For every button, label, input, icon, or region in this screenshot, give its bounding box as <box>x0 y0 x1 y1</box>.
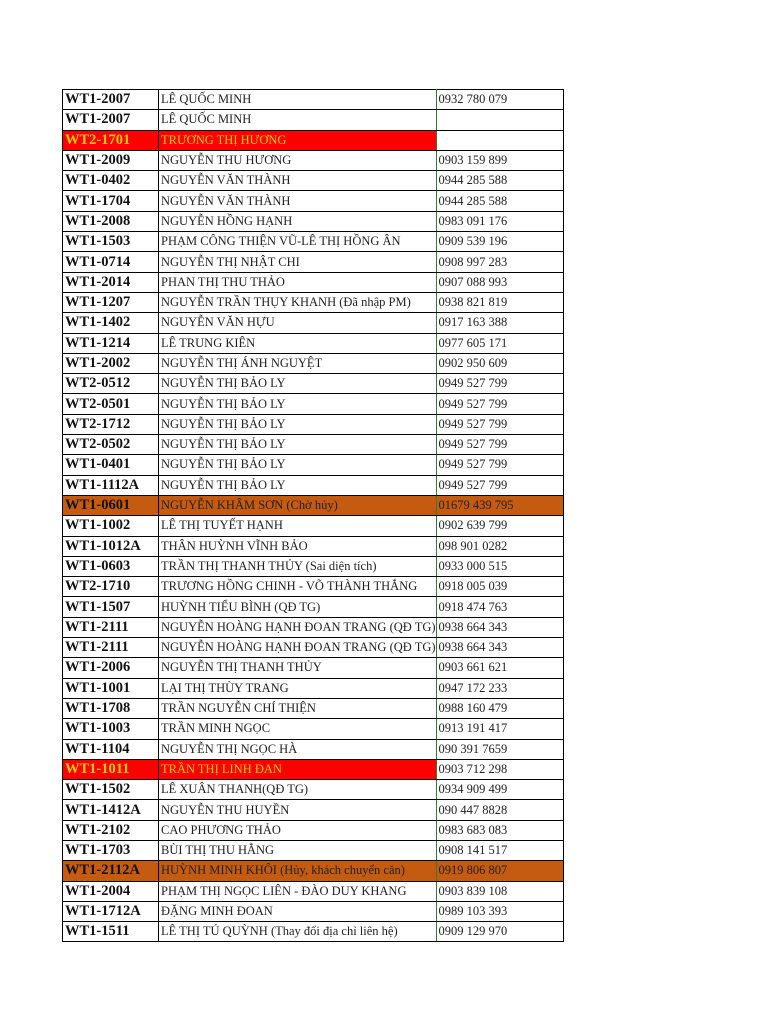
unit-code-cell[interactable]: WT1-1511 <box>63 922 159 942</box>
table-row <box>63 414 564 434</box>
owner-name-cell[interactable]: TRẦN THỊ THANH THỦY (Sai diện tích) <box>159 556 437 576</box>
owner-name-cell[interactable]: PHAN THỊ THU THẢO <box>159 272 437 292</box>
phone-number-cell[interactable]: 01679 439 795 <box>436 495 563 515</box>
unit-code-cell[interactable]: WT1-0402 <box>63 171 159 191</box>
unit-code-cell[interactable]: WT1-2002 <box>63 353 159 373</box>
unit-code-cell[interactable]: WT1-1502 <box>63 780 159 800</box>
phone-number-cell[interactable]: 0908 141 517 <box>436 840 563 860</box>
owner-name-cell[interactable]: NGUYỄN THỊ NGỌC HÀ <box>159 739 437 759</box>
phone-number-cell[interactable]: 0938 821 819 <box>436 292 563 312</box>
table-row <box>63 232 564 252</box>
unit-code-cell[interactable]: WT1-1402 <box>63 313 159 333</box>
owner-name-cell[interactable]: NGUYỄN THU HUYỀN <box>159 800 437 820</box>
phone-number-cell[interactable]: 0919 806 807 <box>436 861 563 881</box>
table-row <box>63 252 564 272</box>
phone-number-cell[interactable]: 0947 172 233 <box>436 678 563 698</box>
table-row <box>63 394 564 414</box>
table-row <box>63 901 564 921</box>
phone-number-cell[interactable]: 0944 285 588 <box>436 191 563 211</box>
phone-number-cell[interactable]: 0989 103 393 <box>436 901 563 921</box>
phone-number-cell[interactable]: 0944 285 588 <box>436 171 563 191</box>
phone-number-cell[interactable]: 0903 661 621 <box>436 658 563 678</box>
table-row <box>63 110 564 130</box>
table-row <box>63 739 564 759</box>
owner-name-cell[interactable]: NGUYỄN THỊ BẢO LY <box>159 374 437 394</box>
table-row <box>63 353 564 373</box>
owner-name-cell[interactable]: PHẠM CÔNG THIỆN VŨ-LÊ THỊ HỒNG ÂN <box>159 232 437 252</box>
unit-code-cell[interactable]: WT1-1011 <box>63 759 159 779</box>
phone-number-cell[interactable]: 0933 000 515 <box>436 556 563 576</box>
owner-name-cell[interactable]: LÊ XUÂN THANH(QĐ TG) <box>159 780 437 800</box>
table-row <box>63 292 564 312</box>
unit-code-cell[interactable]: WT1-2007 <box>63 110 159 130</box>
table-row <box>63 840 564 860</box>
unit-code-cell[interactable]: WT1-0601 <box>63 495 159 515</box>
phone-number-cell[interactable]: 0907 088 993 <box>436 272 563 292</box>
owner-name-cell[interactable]: LÊ QUỐC MINH <box>159 90 437 110</box>
unit-code-cell[interactable]: WT1-1507 <box>63 597 159 617</box>
phone-number-cell[interactable]: 0949 527 799 <box>436 475 563 495</box>
table-row <box>63 130 564 150</box>
unit-code-cell[interactable]: WT1-1112A <box>63 475 159 495</box>
unit-code-cell[interactable]: WT1-2009 <box>63 150 159 170</box>
owner-name-cell[interactable]: TRẦN NGUYỄN CHÍ THIỆN <box>159 698 437 718</box>
owner-name-cell[interactable]: LÊ QUỐC MINH <box>159 110 437 130</box>
phone-number-cell[interactable]: 0903 159 899 <box>436 150 563 170</box>
table-row <box>63 191 564 211</box>
owner-name-cell[interactable]: LÊ TRUNG KIÊN <box>159 333 437 353</box>
phone-number-cell[interactable]: 090 391 7659 <box>436 739 563 759</box>
phone-number-cell[interactable]: 0932 780 079 <box>436 90 563 110</box>
phone-number-cell[interactable]: 0903 712 298 <box>436 759 563 779</box>
phone-number-cell[interactable]: 0913 191 417 <box>436 719 563 739</box>
unit-code-cell[interactable]: WT1-2014 <box>63 272 159 292</box>
owner-name-cell[interactable]: NGUYỄN VĂN HỰU <box>159 313 437 333</box>
unit-code-cell[interactable]: WT2-1712 <box>63 414 159 434</box>
table-row <box>63 495 564 515</box>
owner-name-cell[interactable]: TRƯƠNG HỒNG CHINH - VÕ THÀNH THẮNG <box>159 577 437 597</box>
phone-number-cell[interactable]: 0983 091 176 <box>436 211 563 231</box>
owner-name-cell[interactable]: NGUYỄN VĂN THÀNH <box>159 191 437 211</box>
unit-code-cell[interactable]: WT2-1701 <box>63 130 159 150</box>
unit-code-cell[interactable]: WT1-1012A <box>63 536 159 556</box>
unit-code-cell[interactable]: WT1-2008 <box>63 211 159 231</box>
unit-code-cell[interactable]: WT1-1001 <box>63 678 159 698</box>
unit-code-cell[interactable]: WT1-0603 <box>63 556 159 576</box>
phone-number-cell[interactable] <box>436 110 563 130</box>
table-row <box>63 455 564 475</box>
table-row <box>63 719 564 739</box>
unit-code-cell[interactable]: WT2-1710 <box>63 577 159 597</box>
owner-name-cell[interactable]: NGUYỄN THỊ ÁNH NGUYỆT <box>159 353 437 373</box>
phone-number-cell[interactable]: 090 447 8828 <box>436 800 563 820</box>
phone-number-cell[interactable]: 0917 163 388 <box>436 313 563 333</box>
owner-name-cell[interactable]: BÙI THỊ THU HẰNG <box>159 840 437 860</box>
owner-name-cell[interactable]: NGUYỄN HỒNG HẠNH <box>159 211 437 231</box>
owner-name-cell[interactable]: HUỲNH MINH KHÔI (Hủy, khách chuyển căn) <box>159 861 437 881</box>
owner-name-cell[interactable]: HUỲNH TIỂU BÌNH (QĐ TG) <box>159 597 437 617</box>
spreadsheet-table <box>62 89 564 942</box>
phone-number-cell[interactable]: 0949 527 799 <box>436 374 563 394</box>
table-row <box>63 211 564 231</box>
owner-name-cell[interactable]: NGUYỄN TRẦN THỤY KHANH (Đã nhập PM) <box>159 292 437 312</box>
owner-name-cell[interactable]: NGUYỄN KHÂM SƠN (Chờ hủy) <box>159 495 437 515</box>
phone-number-cell[interactable]: 0934 909 499 <box>436 780 563 800</box>
owner-name-cell[interactable]: NGUYỄN VĂN THÀNH <box>159 171 437 191</box>
table-row <box>63 516 564 536</box>
owner-name-cell[interactable]: NGUYỄN THỊ BẢO LY <box>159 435 437 455</box>
unit-code-cell[interactable]: WT1-1104 <box>63 739 159 759</box>
owner-name-cell[interactable]: LÊ THỊ TUYẾT HẠNH <box>159 516 437 536</box>
table-row <box>63 861 564 881</box>
table-row <box>63 658 564 678</box>
unit-code-cell[interactable]: WT1-1002 <box>63 516 159 536</box>
owner-name-cell[interactable]: LÊ THỊ TÚ QUỲNH (Thay đổi địa chỉ liên hệ) <box>159 922 437 942</box>
phone-number-cell[interactable]: 0909 129 970 <box>436 922 563 942</box>
unit-code-cell[interactable]: WT1-1503 <box>63 232 159 252</box>
table-row <box>63 922 564 942</box>
owner-name-cell[interactable]: TRẦN MINH NGỌC <box>159 719 437 739</box>
unit-code-cell[interactable]: WT2-0512 <box>63 374 159 394</box>
phone-number-cell[interactable]: 0949 527 799 <box>436 435 563 455</box>
unit-code-cell[interactable]: WT1-2007 <box>63 90 159 110</box>
table-row <box>63 780 564 800</box>
table-row <box>63 638 564 658</box>
table-row <box>63 678 564 698</box>
table-row <box>63 536 564 556</box>
phone-number-cell[interactable]: 0949 527 799 <box>436 455 563 475</box>
phone-number-cell[interactable]: 0918 474 763 <box>436 597 563 617</box>
unit-code-cell[interactable]: WT1-0401 <box>63 455 159 475</box>
unit-code-cell[interactable]: WT1-2102 <box>63 820 159 840</box>
phone-number-cell[interactable]: 0909 539 196 <box>436 232 563 252</box>
owner-name-cell[interactable]: NGUYỄN HOÀNG HẠNH ĐOAN TRANG (QĐ TG) <box>159 617 437 637</box>
phone-number-cell[interactable]: 0983 683 083 <box>436 820 563 840</box>
table-row <box>63 759 564 779</box>
owner-name-cell[interactable]: NGUYỄN HOÀNG HẠNH ĐOAN TRANG (QĐ TG) <box>159 638 437 658</box>
phone-number-cell[interactable]: 0977 605 171 <box>436 333 563 353</box>
table-row <box>63 171 564 191</box>
table-body <box>63 90 564 942</box>
unit-code-cell[interactable]: WT1-2006 <box>63 658 159 678</box>
phone-number-cell[interactable]: 0918 005 039 <box>436 577 563 597</box>
table-row <box>63 475 564 495</box>
unit-code-cell[interactable]: WT2-0502 <box>63 435 159 455</box>
owner-name-cell[interactable]: TRƯƠNG THỊ HƯƠNG <box>159 130 437 150</box>
owner-name-cell[interactable]: NGUYỄN THỊ BẢO LY <box>159 455 437 475</box>
owner-name-cell[interactable]: THÂN HUỲNH VĨNH BẢO <box>159 536 437 556</box>
phone-number-cell[interactable]: 0903 839 108 <box>436 881 563 901</box>
unit-code-cell[interactable]: WT1-2111 <box>63 638 159 658</box>
owner-name-cell[interactable]: ĐẶNG MINH ĐOAN <box>159 901 437 921</box>
table-row <box>63 313 564 333</box>
phone-number-cell[interactable]: 0902 639 799 <box>436 516 563 536</box>
phone-number-cell[interactable]: 0988 160 479 <box>436 698 563 718</box>
unit-code-cell[interactable]: WT1-1214 <box>63 333 159 353</box>
table-row <box>63 435 564 455</box>
table-row <box>63 577 564 597</box>
unit-code-cell[interactable]: WT2-0501 <box>63 394 159 414</box>
table-row <box>63 800 564 820</box>
table-row <box>63 333 564 353</box>
unit-code-cell[interactable]: WT1-1003 <box>63 719 159 739</box>
owner-name-cell[interactable]: NGUYỄN THỊ BẢO LY <box>159 475 437 495</box>
unit-code-cell[interactable]: WT1-1712A <box>63 901 159 921</box>
owner-name-cell[interactable]: NGUYỄN THỊ BẢO LY <box>159 394 437 414</box>
phone-number-cell[interactable]: 0908 997 283 <box>436 252 563 272</box>
table-row <box>63 374 564 394</box>
owner-name-cell[interactable]: CAO PHƯƠNG THẢO <box>159 820 437 840</box>
owner-name-cell[interactable]: NGUYỄN THỊ NHẬT CHI <box>159 252 437 272</box>
table-row <box>63 698 564 718</box>
phone-number-cell[interactable]: 0902 950 609 <box>436 353 563 373</box>
owner-name-cell[interactable]: NGUYỄN THỊ THANH THỦY <box>159 658 437 678</box>
owner-name-cell[interactable]: PHẠM THỊ NGỌC LIÊN - ĐÀO DUY KHANG <box>159 881 437 901</box>
table-row <box>63 597 564 617</box>
table-row <box>63 617 564 637</box>
phone-number-cell[interactable] <box>436 130 563 150</box>
unit-code-cell[interactable]: WT1-2112A <box>63 861 159 881</box>
unit-code-cell[interactable]: WT1-1704 <box>63 191 159 211</box>
unit-code-cell[interactable]: WT1-1412A <box>63 800 159 820</box>
owner-name-cell[interactable]: NGUYỄN THỊ BẢO LY <box>159 414 437 434</box>
unit-code-cell[interactable]: WT1-0714 <box>63 252 159 272</box>
phone-number-cell[interactable]: 0938 664 343 <box>436 638 563 658</box>
owner-name-cell[interactable]: LẠI THỊ THÙY TRANG <box>159 678 437 698</box>
phone-number-cell[interactable]: 0949 527 799 <box>436 414 563 434</box>
table-row <box>63 272 564 292</box>
unit-code-cell[interactable]: WT1-2111 <box>63 617 159 637</box>
owner-name-cell[interactable]: NGUYỄN THU HƯƠNG <box>159 150 437 170</box>
phone-number-cell[interactable]: 098 901 0282 <box>436 536 563 556</box>
unit-code-cell[interactable]: WT1-1703 <box>63 840 159 860</box>
table-row <box>63 90 564 110</box>
phone-number-cell[interactable]: 0949 527 799 <box>436 394 563 414</box>
unit-code-cell[interactable]: WT1-1708 <box>63 698 159 718</box>
table-row <box>63 881 564 901</box>
owner-name-cell[interactable]: TRẦN THỊ LINH ĐAN <box>159 759 437 779</box>
table-row <box>63 150 564 170</box>
unit-code-cell[interactable]: WT1-1207 <box>63 292 159 312</box>
table-row <box>63 556 564 576</box>
table-row <box>63 820 564 840</box>
phone-number-cell[interactable]: 0938 664 343 <box>436 617 563 637</box>
unit-code-cell[interactable]: WT1-2004 <box>63 881 159 901</box>
